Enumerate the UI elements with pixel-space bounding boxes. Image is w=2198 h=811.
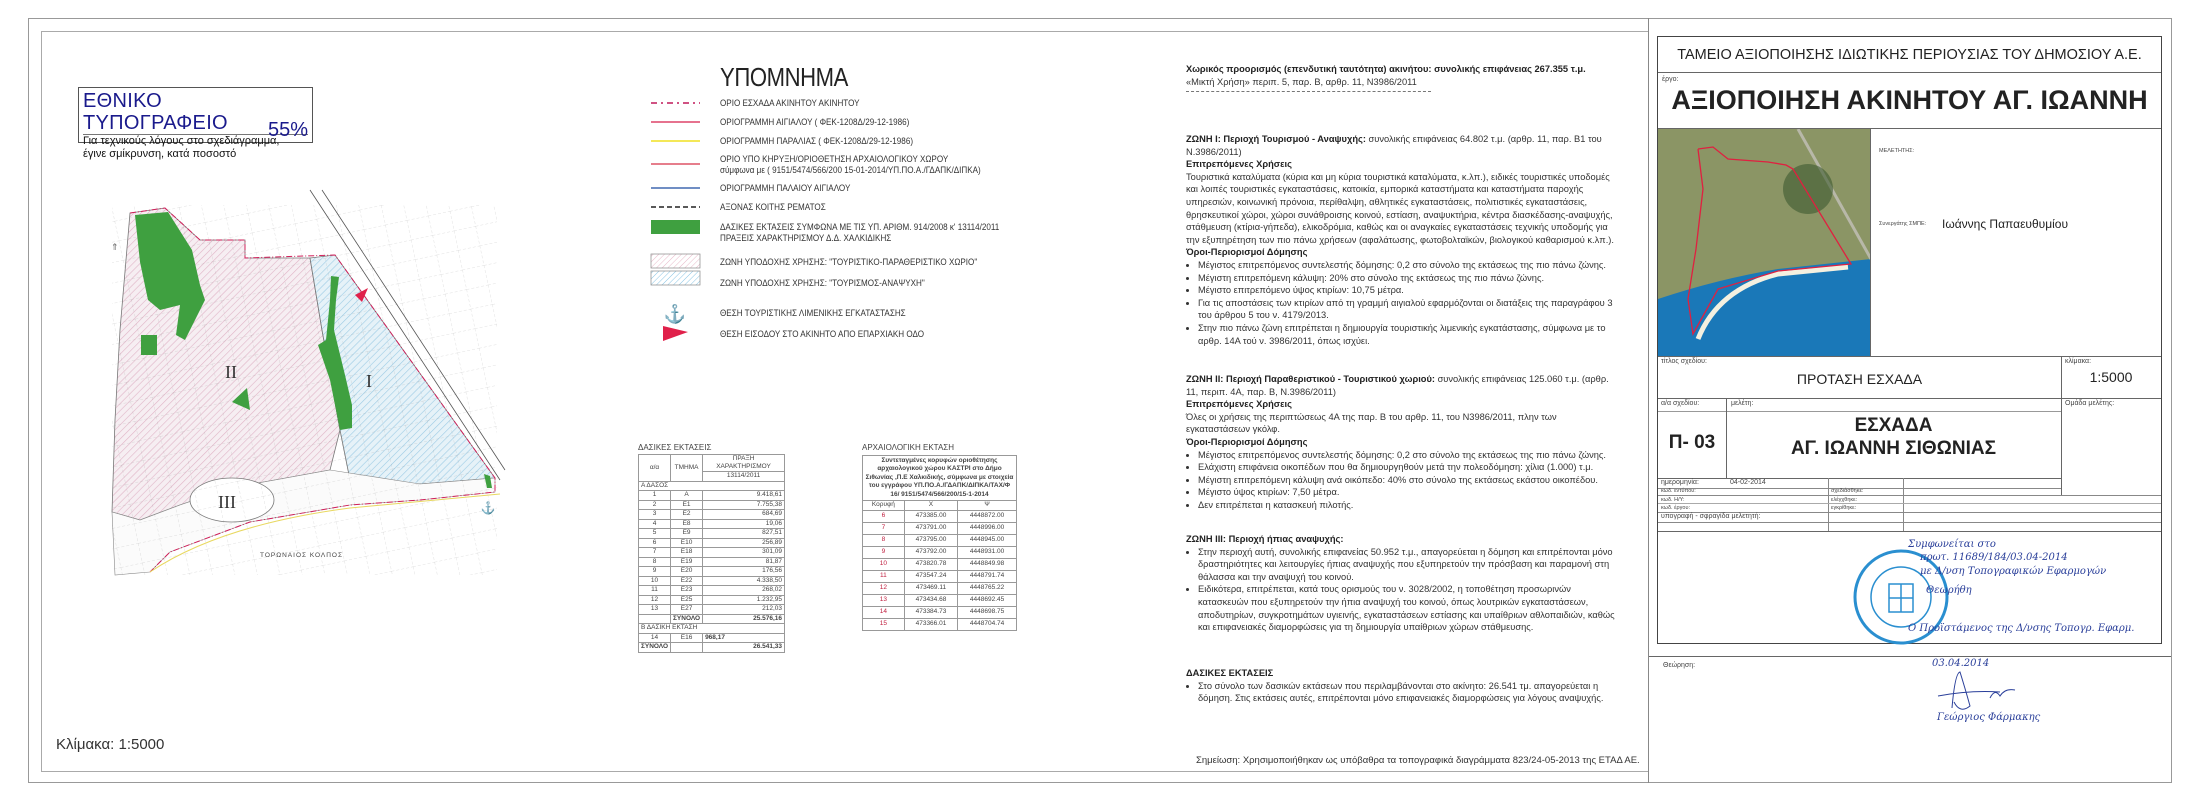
column-header: 13114/2011 xyxy=(703,472,785,482)
legend-item-label: ΟΡΙΟΓΡΑΜΜΗ ΠΑΡΑΛΙΑΣ ( ΦΕΚ-1208Δ/29-12-1986) xyxy=(720,136,914,146)
intro-block xyxy=(1186,63,1616,92)
list-item: • Ειδικότερα, επιτρέπεται, κατά τους ορισμούς του ν. 3028/2002, η τοποθέτηση προσωρινών κατασκευών που εξυπηρετούν την ήπια αναψυχή του κοινού, όπως λουτρικών εγκαταστάσεων, αποδυτηρίων, συγκροτημάτων υγιεινής, εγκαταστάσεων εστίασης και υπαίθριων αθλοπαιδιών, καθώς και επιφανειακές διαμορφώσεις για τη δημιουργία υπαίθριων χώρων στάθμευσης. xyxy=(1198,583,1616,633)
handwritten-note-4: Θεωρήθη xyxy=(1926,585,1972,596)
table-cell: 4448704.74 xyxy=(958,618,1017,630)
notice-line1: Για τεχνικούς λόγους στο σχεδιάγραμμα, xyxy=(83,135,280,147)
table-cell: Ε27 xyxy=(671,605,703,615)
table-cell: Ε2 xyxy=(671,510,703,520)
table-cell: 26.541,33 xyxy=(703,643,785,653)
column-header: ΠΡΑΞΗ ΧΑΡΑΚΤΗΡΙΣΜΟΥ xyxy=(703,455,785,472)
zone-ii-label: II xyxy=(225,362,237,382)
table-row xyxy=(863,558,1017,570)
team-label: Ομάδα μελέτης: xyxy=(2065,400,2115,407)
drawing-no-label: α/α σχεδίου: xyxy=(1661,400,1700,407)
table-cell: Ε25 xyxy=(671,595,703,605)
table-cell: 9.418,61 xyxy=(703,491,785,501)
table-row xyxy=(639,529,785,539)
table-row xyxy=(639,595,785,605)
table-row xyxy=(863,618,1017,630)
table-row xyxy=(639,576,785,586)
table-cell: 4448692.45 xyxy=(958,594,1017,606)
legend-item xyxy=(720,308,906,319)
table-row xyxy=(863,534,1017,546)
table-row xyxy=(639,481,785,491)
checked-label: ελέγχθηκε: xyxy=(1831,497,1858,503)
divider xyxy=(1658,356,2161,357)
table-cell: 4448945.00 xyxy=(958,534,1017,546)
uses-heading: Επιτρεπόμενες Χρήσεις xyxy=(1186,399,1292,410)
column-header: Ψ xyxy=(958,501,1017,511)
handwritten-signature-name: Γεώργιος Φάρμακης xyxy=(1937,712,2041,723)
table-cell: 10 xyxy=(639,576,671,586)
zone-title-rest: συνολικής επιφάνειας 125.060 τ.μ. (αρθρ. 11, περιπ. 4Α, παρ. Β, Ν.3986/2011) xyxy=(1186,374,1609,397)
divider xyxy=(1658,398,2161,399)
table-cell: 4448698.75 xyxy=(958,606,1017,618)
zone-iii-label: III xyxy=(218,492,236,512)
handwritten-note-2: πρωτ. 11689/184/03.04-2014 xyxy=(1920,552,2068,563)
legend-item-label: ΟΡΙΟΓΡΑΜΜΗ ΑΙΓΙΑΛΟΥ ( ΦΕΚ-1208Δ/29-12-1986) xyxy=(720,117,910,127)
table-row xyxy=(639,455,785,472)
section-label: Α ΔΑΣΟΣ xyxy=(639,481,785,491)
designer-label: ΜΕΛΕΤΗΤΗΣ: xyxy=(1879,148,1915,154)
legend-item xyxy=(720,183,850,194)
list-item: • Μέγιστο επιτρεπόμενο ύψος κτιρίων: 10,75 μέτρα. xyxy=(1198,284,1616,297)
table-cell: 9 xyxy=(639,567,671,577)
table-row xyxy=(863,594,1017,606)
table-cell: Ε18 xyxy=(671,548,703,558)
table-cell: 4448931.00 xyxy=(958,546,1017,558)
table-row xyxy=(863,606,1017,618)
table-cell: Ε10 xyxy=(671,538,703,548)
table-cell: 11 xyxy=(639,586,671,596)
study-label: μελέτη: xyxy=(1731,400,1754,407)
legend-item xyxy=(720,136,913,147)
scale-value: 1:5000 xyxy=(2089,369,2133,385)
table-cell: 7 xyxy=(863,522,905,534)
table-cell: 473792.00 xyxy=(904,546,957,558)
designed-label: σχεδιάσθηκε: xyxy=(1831,488,1864,494)
table-cell: 4.338,50 xyxy=(703,576,785,586)
divider xyxy=(1658,411,2061,412)
table-cell: 473547.24 xyxy=(904,570,957,582)
table-cell: 473820.78 xyxy=(904,558,957,570)
study-line1: ΕΣΧΑΔΑ xyxy=(1854,415,1933,436)
table-cell: 81,87 xyxy=(703,557,785,567)
table-cell: 25.576,16 xyxy=(703,614,785,624)
notice-percent: 55% xyxy=(267,119,308,141)
divider xyxy=(1658,522,2161,523)
legend-item xyxy=(720,257,977,268)
legend-item xyxy=(720,202,826,213)
table-row xyxy=(639,567,785,577)
approved-label: εγκρίθηκε: xyxy=(1831,505,1857,511)
legend-symbol-zone-village xyxy=(651,254,700,268)
table-cell: 6 xyxy=(639,538,671,548)
table-row xyxy=(639,643,785,653)
table-cell: 8 xyxy=(863,534,905,546)
column-header: α/α xyxy=(639,455,671,482)
table-cell: Ε16 xyxy=(671,633,703,643)
list-item: • Μέγιστη επιτρεπόμενη κάλυψη: 20% στο σύνολο της εκτάσεως της πιο πάνω ζώνης. xyxy=(1198,272,1616,285)
date-label: ημερομηνία: xyxy=(1661,479,1699,486)
intro-line: «Μικτή Χρήση» περιπ. 5, παρ. Β, αρθρ. 11, Ν3986/2011 xyxy=(1186,76,1417,87)
table-cell: 212,03 xyxy=(703,605,785,615)
table-cell: 968,17 xyxy=(703,633,785,643)
legend-item xyxy=(720,117,909,128)
column-header: Κορυφή xyxy=(863,501,905,511)
table-cell: Ε20 xyxy=(671,567,703,577)
limits-heading: Όροι-Περιορισμοί Δόμησης xyxy=(1186,247,1308,258)
legend-item xyxy=(720,329,924,340)
zone-i-block xyxy=(1186,133,1616,347)
zone-ii-block xyxy=(1186,373,1616,512)
table-cell: 12 xyxy=(863,582,905,594)
table-row xyxy=(863,456,1017,501)
table-description: Συντεταγμένες κορυφών οριοθέτησης αρχαιολογικού χώρου ΚΑΣΤΡΙ στο Δήμο Σιθωνίας ,Π.Ε Χαλκιδικής, σύμφωνα με στοιχεία του εγγράφου ΥΠ.ΠΟ.Α./ΓΔΑΠΚ/ΔΙΠΚΑ/ΤΑΧ/Φ 16/ 9151/5474/566/200/15-1-2014 xyxy=(863,456,1017,501)
limits-list xyxy=(1186,259,1616,347)
arch-table xyxy=(862,455,1017,631)
table-cell: 8 xyxy=(639,557,671,567)
limits-list xyxy=(1186,546,1616,634)
limits-list xyxy=(1186,680,1616,705)
zone-title: ΖΩΝΗ Ι: Περιοχή Τουρισμού - Αναψυχής: xyxy=(1186,134,1366,144)
zone-title: ΖΩΝΗ ΙΙ: Περιοχή Παραθεριστικού - Τουριστικού χωριού: xyxy=(1186,374,1435,384)
table-cell: 473385.00 xyxy=(904,510,957,522)
divider xyxy=(1658,531,2161,532)
table-cell: Ε1 xyxy=(671,500,703,510)
table-cell: 4448996.00 xyxy=(958,522,1017,534)
table-cell: 14 xyxy=(863,606,905,618)
print-code-label: κωδ. εντύπου: xyxy=(1661,488,1696,494)
divider xyxy=(1828,478,1829,532)
uses-text: Τουριστικά καταλύματα (κύρια και μη κύρια τουριστικά καταλύματα, κ.λπ.), ειδικές τουριστικές υποδομές και λοιπές τουριστικές εγκαταστάσεις, κατοικία, εμπορικά καταστήματα και καταστήματα παροχής υπηρεσιών, κοινωνική πρόνοια, περίθαλψη, αθλητικές εγκαταστάσεις, πολιτιστικές εγκαταστάσεις, θρησκευτικοί χώροι, χώροι συνάθροισης κοινού, εστίαση, αναψυκτήρια, κέντρα διασκέδασης-αναψυχής, στάθμευση (κτίρια-γήπεδα), ελικοδρόμια, καθώς και οι αναγκαίες εγκαταστάσεις τεχνικής υποδομής για την εξυπηρέτηση των πιο πάνω χρήσεων (αφαλάτωσης, φωτοβολταϊκών, βιολογικού καθαρισμού κ.λπ.). xyxy=(1186,171,1614,245)
divider xyxy=(1903,478,1904,532)
zone-i-label: I xyxy=(366,371,372,391)
table-row xyxy=(863,510,1017,522)
north-arrow-icon: ⇑ xyxy=(111,242,119,252)
table-cell: 4 xyxy=(639,519,671,529)
legend-item-sublabel: σύμφωνα με ( 9151/5474/566/200 15-01-2014/ΥΠ.ΠΟ.Α./ΓΔΑΠΚ/ΔΙΠΚΑ) xyxy=(720,165,981,175)
legend-title: ΥΠΟΜΝΗΜΑ xyxy=(720,62,848,92)
table-cell: Ε9 xyxy=(671,529,703,539)
table-cell: Α xyxy=(671,491,703,501)
table-cell: Ε22 xyxy=(671,576,703,586)
legend-item xyxy=(720,222,999,244)
table-cell: Ε8 xyxy=(671,519,703,529)
column-header: ΤΜΗΜΑ xyxy=(671,455,703,482)
list-item: • Στο σύνολο των δασικών εκτάσεων που περιλαμβάνονται στο ακίνητο: 26.541 τμ. απαγορεύεται η δόμηση. Στις εκτάσεις αυτές, επιτρέπονται μόνο επιφανειακές διαμορφώσεις για λόγους αναψυχής. xyxy=(1198,680,1616,705)
drawing-title: ΠΡΟΤΑΣΗ ΕΣΧΑΔΑ xyxy=(1796,371,1923,387)
notice-title: ΕΘΝΙΚΟ ΤΥΠΟΓΡΑΦΕΙΟ xyxy=(83,90,308,135)
zone-title-rest: συνολικής επιφάνειας 64.802 τ.μ. (αρθρ. 11, παρ. Β1 του Ν.3986/2011) xyxy=(1186,134,1602,157)
table-row xyxy=(863,501,1017,511)
legend-item-label: ΘΕΣΗ ΕΙΣΟΔΟΥ ΣΤΟ ΑΚΙΝΗΤΟ ΑΠΟ ΕΠΑΡΧΙΑΚΗ ΟΔΟ xyxy=(720,329,925,339)
intro-heading: Χωρικός προορισμός (επενδυτική ταυτότητα) ακινήτου: συνολικής επιφάνειας 267.355 τ.μ. xyxy=(1186,64,1586,74)
divider xyxy=(1186,91,1431,92)
zone-heading xyxy=(1186,373,1616,398)
table-cell: 4448791.74 xyxy=(958,570,1017,582)
table-cell: 1.232,95 xyxy=(703,595,785,605)
limits-list xyxy=(1186,449,1616,512)
table-cell: 6 xyxy=(863,510,905,522)
legend-item-label: ΖΩΝΗ ΥΠΟΔΟΧΗΣ ΧΡΗΣΗΣ: "ΤΟΥΡΙΣΜΟΣ-ΑΝΑΨΥΧΗ" xyxy=(720,278,925,288)
zone-title: ΔΑΣΙΚΕΣ ΕΚΤΑΣΕΙΣ xyxy=(1186,668,1274,678)
list-item: • Ελάχιστη επιφάνεια οικοπέδων που θα δημιουργηθούν μετά την πολεοδόμηση: χίλια (1.000) τ.μ. xyxy=(1198,461,1616,474)
zone-heading xyxy=(1186,533,1616,546)
legend-item-sublabel: ΠΡΑΞΕΙΣ ΧΑΡΑΚΤΗΡΙΣΜΟΥ Δ.Δ. ΧΑΛΚΙΔΙΚΗΣ xyxy=(720,233,892,243)
handwritten-date: 03.04.2014 xyxy=(1932,658,1990,669)
table-cell: 11 xyxy=(863,570,905,582)
table-cell: 473795.00 xyxy=(904,534,957,546)
list-item: • Μέγιστη επιτρεπόμενη κάλυψη ανά οικόπεδο: 40% στο σύνολο της εκτάσεως εκάστου οικοπέδου. xyxy=(1198,474,1616,487)
aerial-photo xyxy=(1658,129,1871,356)
divider xyxy=(1658,503,2161,504)
table-row xyxy=(639,605,785,615)
table-cell: 13 xyxy=(863,594,905,606)
uses-heading: Επιτρεπόμενες Χρήσεις xyxy=(1186,159,1292,170)
divider xyxy=(1658,495,2161,496)
divider xyxy=(1649,656,2171,657)
review-label: Θεώρηση: xyxy=(1663,662,1696,669)
legend-item-label: ΔΑΣΙΚΕΣ ΕΚΤΑΣΕΙΣ ΣΥΜΦΩΝΑ ΜΕ ΤΙΣ ΥΠ. ΑΡΙΘΜ. 914/2008 κ' 13114/2011 xyxy=(720,222,1000,232)
table-cell: 9 xyxy=(863,546,905,558)
table-cell: 12 xyxy=(639,595,671,605)
limits-heading: Όροι-Περιορισμοί Δόμησης xyxy=(1186,436,1308,447)
table-cell: 14 xyxy=(639,633,671,643)
forest-table xyxy=(638,454,785,653)
table-cell: 473366.01 xyxy=(904,618,957,630)
legend-item-label: ΘΕΣΗ ΤΟΥΡΙΣΤΙΚΗΣ ΛΙΜΕΝΙΚΗΣ ΕΓΚΑΤΑΣΤΑΣΗΣ xyxy=(720,308,906,318)
legend-item-label: ΟΡΙΟ ΕΣΧΑΔΑ ΑΚΙΝΗΤΟΥ ΑΚΙΝΗΤΟΥ xyxy=(720,98,860,108)
site-map xyxy=(0,0,640,811)
project-label: έργο: xyxy=(1662,76,1679,83)
table-cell: Ε23 xyxy=(671,586,703,596)
table-cell: 473791.00 xyxy=(904,522,957,534)
divider xyxy=(1658,478,2061,479)
legend-symbol-zone-tourism xyxy=(651,271,700,285)
legend-item xyxy=(720,98,860,109)
table-row xyxy=(863,570,1017,582)
drawing-title-label: τίτλος σχεδίου: xyxy=(1661,358,1707,365)
table-cell: 473469.11 xyxy=(904,582,957,594)
table-cell: ΣΥΝΟΛΟ xyxy=(671,614,703,624)
table-cell: 3 xyxy=(639,510,671,520)
legend-item xyxy=(720,278,925,289)
legend-item-label: ΟΡΙΟΓΡΑΜΜΗ ΠΑΛΑΙΟΥ ΑΙΓΙΑΛΟΥ xyxy=(720,183,851,193)
table-row xyxy=(639,519,785,529)
title-block-separator xyxy=(1648,18,1649,783)
table-cell: 176,56 xyxy=(703,567,785,577)
note: Σημείωση: Χρησιμοποιήθηκαν ως υπόβαθρα τα τοπογραφικά διαγράμματα 823/24-05-2013 της ΕΤΑΔ ΑΕ. xyxy=(1196,755,1640,766)
list-item: • Μέγιστος επιτρεπόμενος συντελεστής δόμησης: 0,2 στο σύνολο της εκτάσεως της πιο πάνω ζώνης. xyxy=(1198,259,1616,272)
signature xyxy=(1930,668,2030,718)
zone-iii-block xyxy=(1186,533,1616,634)
legend-item-label: ΖΩΝΗ ΥΠΟΔΟΧΗΣ ΧΡΗΣΗΣ: "ΤΟΥΡΙΣΤΙΚΟ-ΠΑΡΑΘΕΡΙΣΤΙΚΟ ΧΩΡΙΟ" xyxy=(720,257,978,267)
table-row xyxy=(863,546,1017,558)
drawing-number: Π- 03 xyxy=(1668,432,1716,453)
project-code-label: κωδ. έργου: xyxy=(1661,505,1691,511)
project-title: ΑΞΙΟΠΟΙΗΣΗ ΑΚΙΝΗΤΟΥ ΑΓ. ΙΩΑΝΝΗ xyxy=(1671,85,2148,115)
table-row xyxy=(639,500,785,510)
partner-name: Ιωάννης Παπαευθυμίου xyxy=(1942,217,2069,231)
list-item: • Δεν επιτρέπεται η κατασκευή πιλοτής. xyxy=(1198,499,1616,512)
table-cell: 19,06 xyxy=(703,519,785,529)
list-item: • Για τις αποστάσεις των κτιρίων από τη γραμμή αιγιαλού εφαρμόζονται οι διατάξεις της παραγράφου 3 του άρθρου 5 του ν. 4179/2013. xyxy=(1198,297,1616,322)
list-item: • Στην πιο πάνω ζώνη επιτρέπεται η δημιουργία τουριστικής λιμενικής εγκατάστασης, σύμφωνα με το αρθρ. 14Α τού ν. 3986/2011, όπως ισχύει. xyxy=(1198,322,1616,347)
uses-text: Όλες οι χρήσεις της περιπτώσεως 4Α της παρ. Β του αρθρ. 11, του Ν3986/2011, πλην των εγκαταστάσεων γκόλφ. xyxy=(1186,411,1557,435)
table-row xyxy=(639,557,785,567)
title-block xyxy=(1657,36,2162,644)
table-cell: 268,02 xyxy=(703,586,785,596)
handwritten-note-1: Συμφωνείται στο xyxy=(1908,539,1996,550)
column-header: Χ xyxy=(904,501,957,511)
handwritten-note-3: με Δ/νση Τοπογραφικών Εφαρμογών xyxy=(1920,566,2107,577)
table-row xyxy=(639,624,785,634)
legend-item-label: ΑΞΟΝΑΣ ΚΟΙΤΗΣ ΡΕΜΑΤΟΣ xyxy=(720,202,826,212)
forest-table-caption: ΔΑΣΙΚΕΣ ΕΚΤΑΣΕΙΣ xyxy=(638,443,712,452)
table-cell: 5 xyxy=(639,529,671,539)
study-line2: ΑΓ. ΙΩΑΝΝΗ ΣΙΘΩΝΙΑΣ xyxy=(1790,438,1997,459)
organization: ΤΑΜΕΙΟ ΑΞΙΟΠΟΙΗΣΗΣ ΙΔΙΩΤΙΚΗΣ ΠΕΡΙΟΥΣΙΑΣ ΤΟΥ ΔΗΜΟΣΙΟΥ Α.Ε. xyxy=(1658,37,2161,73)
legend-item-label: ΟΡΙΟ ΥΠΟ ΚΗΡΥΞΗ/ΟΡΙΟΘΕΤΗΣΗ ΑΡΧΑΙΟΛΟΓΙΚΟΥ ΧΩΡΟΥ xyxy=(720,154,949,164)
table-row xyxy=(863,522,1017,534)
table-cell: ΣΥΝΟΛΟ xyxy=(639,643,671,653)
list-item: • Στην περιοχή αυτή, συνολικής επιφανείας 50.952 τ.μ., απαγορεύεται η δόμηση και επιτρέπονται μόνο δραστηριότητες και λειτουργίες ήπιας αναψυχής που εξυπηρετούν την πρόσβαση και παραμονή στη θάλασσα και την αναψυχή του κοινού. xyxy=(1198,546,1616,584)
section-label: Β ΔΑΣΙΚΗ ΕΚΤΑΣΗ xyxy=(639,624,785,634)
table-cell: 13 xyxy=(639,605,671,615)
table-row xyxy=(639,510,785,520)
table-cell: 4448872.00 xyxy=(958,510,1017,522)
table-cell: 7.755,38 xyxy=(703,500,785,510)
table-row xyxy=(863,582,1017,594)
table-cell: 684,69 xyxy=(703,510,785,520)
table-cell: 4448849.98 xyxy=(958,558,1017,570)
table-row xyxy=(639,614,785,624)
table-cell: 473434.68 xyxy=(904,594,957,606)
zone-heading xyxy=(1186,667,1616,680)
anchor-icon: ⚓ xyxy=(663,304,687,324)
anchor-icon: ⚓ xyxy=(480,501,496,515)
arch-table-caption: ΑΡΧΑΙΟΛΟΓΙΚΗ ΕΚΤΑΣΗ xyxy=(862,443,955,452)
table-row xyxy=(639,633,785,643)
flag-triangle-icon xyxy=(663,326,688,341)
table-cell: 827,51 xyxy=(703,529,785,539)
scale-title-label: κλίμακα: xyxy=(2065,358,2092,365)
scale-label: Κλίμακα: 1:5000 xyxy=(56,736,165,753)
partner-label: Συνεργάτης ΣΜΠΕ: xyxy=(1879,221,1927,227)
signature-label: υπογραφή - σφραγίδα μελετητή: xyxy=(1661,513,1761,520)
gulf-label: ΤΟΡΩΝΑΙΟΣ ΚΟΛΠΟΣ xyxy=(260,552,344,559)
table-cell: 473384.73 xyxy=(904,606,957,618)
table-cell: 2 xyxy=(639,500,671,510)
divider xyxy=(1870,129,1871,356)
list-item: • Μέγιστος επιτρεπόμενος συντελεστής δόμησης: 0,2 στο σύνολο της εκτάσεως της πιο πάνω ζώνης. xyxy=(1198,449,1616,462)
forest-block xyxy=(1186,667,1616,705)
table-cell: 7 xyxy=(639,548,671,558)
table-cell: 1 xyxy=(639,491,671,501)
table-row xyxy=(639,586,785,596)
pc-code-label: κωδ. Η/Υ: xyxy=(1661,497,1685,503)
zone-title: ΖΩΝΗ ΙΙΙ: Περιοχή ήπιας αναψυχής: xyxy=(1186,534,1344,544)
date-value: 04-02-2014 xyxy=(1730,479,1766,486)
table-cell: 4448765.22 xyxy=(958,582,1017,594)
notice-line2: έγινε σμίκρυνση, κατά ποσοστό xyxy=(83,148,237,160)
table-cell: 10 xyxy=(863,558,905,570)
zone-heading xyxy=(1186,133,1616,158)
table-row xyxy=(639,548,785,558)
legend-symbol-forest xyxy=(651,220,700,234)
table-cell: Ε19 xyxy=(671,557,703,567)
table-row xyxy=(639,538,785,548)
handwritten-note-5: Ο Προϊστάμενος της Δ/νσης Τοπογρ. Εφαρμ. xyxy=(1908,623,2135,634)
table-row xyxy=(639,491,785,501)
table-cell: 256,89 xyxy=(703,538,785,548)
table-cell: 15 xyxy=(863,618,905,630)
table-cell: 301,09 xyxy=(703,548,785,558)
legend-symbols xyxy=(648,95,706,345)
list-item: • Μέγιστο ύψος κτιρίων: 7,50 μέτρα. xyxy=(1198,486,1616,499)
legend-item xyxy=(720,154,981,176)
